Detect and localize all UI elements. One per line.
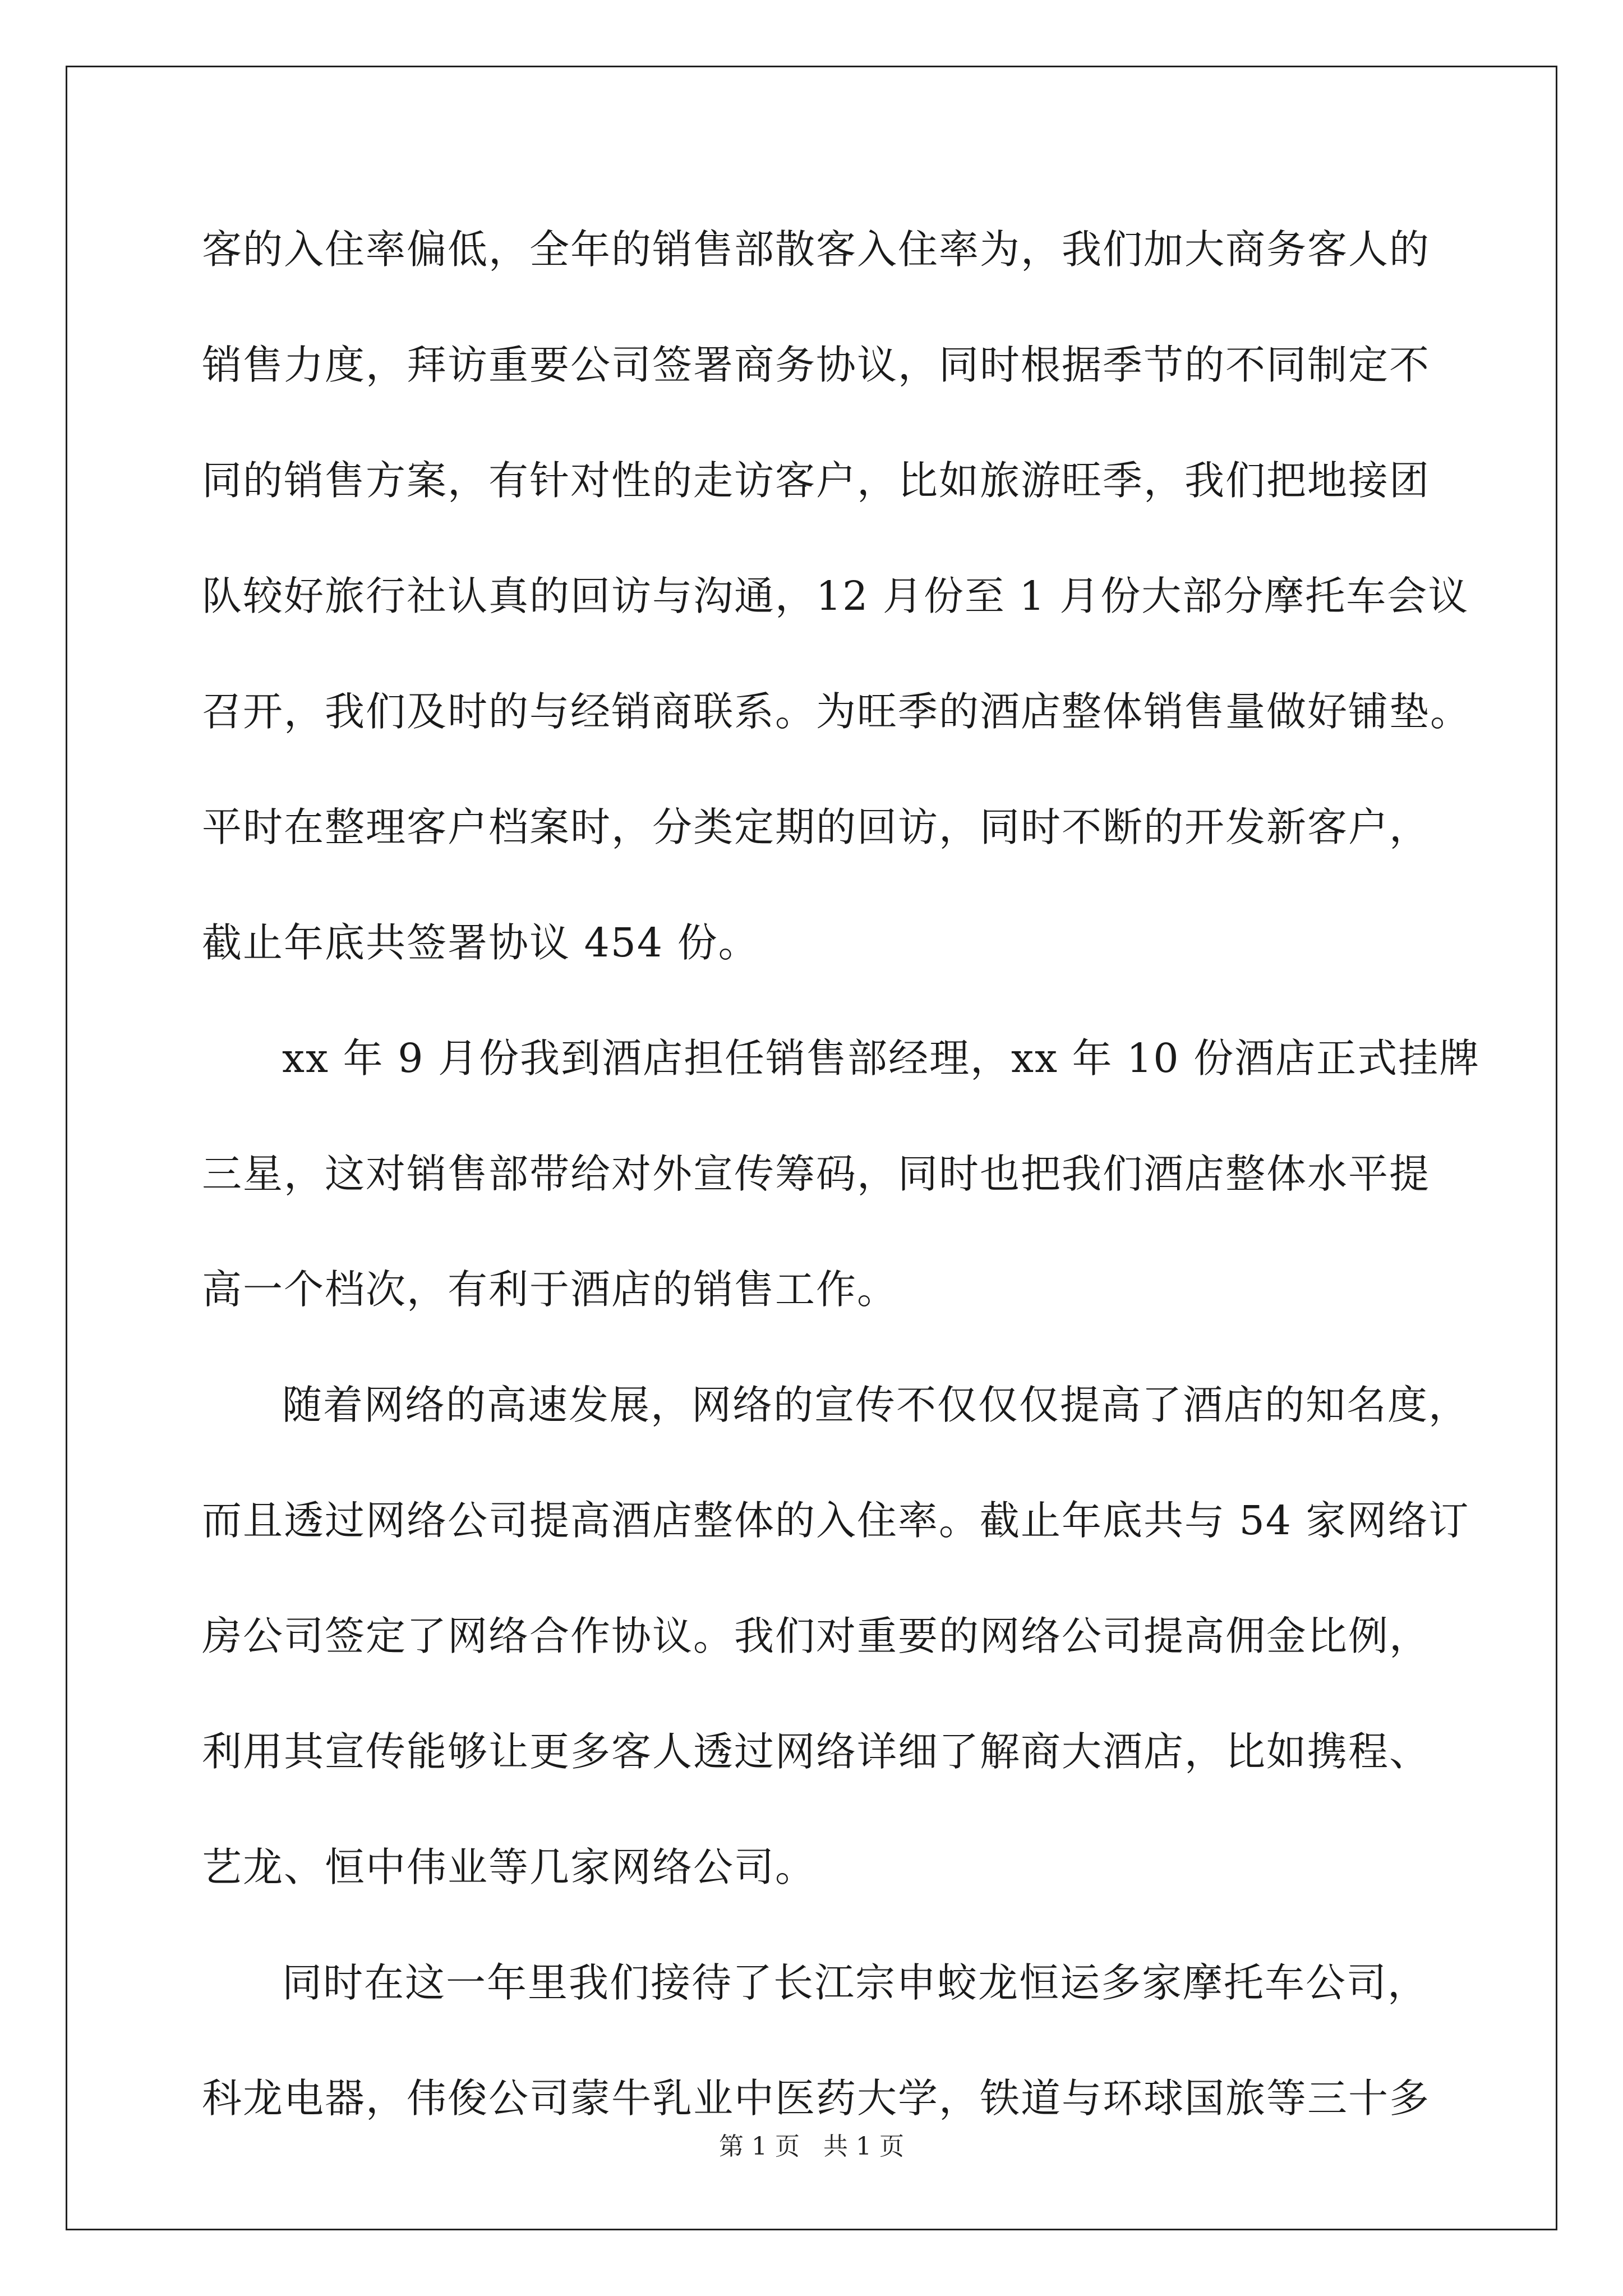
text-line-16: 同时在这一年里我们接待了长江宗申蛟龙恒运多家摩托车公司， [282, 1959, 1429, 2006]
text-line-10: 高一个档次，有利于酒店的销售工作。 [202, 1266, 898, 1313]
text-line-15: 艺龙、恒中伟业等几家网络公司。 [202, 1844, 817, 1890]
text-line-17: 科龙电器，伟俊公司蒙牛乳业中医药大学，铁道与环球国旅等三十多 [202, 2075, 1431, 2122]
text-line-3: 同的销售方案，有针对性的走访客户，比如旅游旺季，我们把地接团 [202, 457, 1431, 504]
text-line-14: 利用其宣传能够让更多客人透过网络详细了解商大酒店，比如携程、 [202, 1728, 1431, 1775]
text-line-11: 随着网络的高速发展，网络的宣传不仅仅仅提高了酒店的知名度， [282, 1382, 1470, 1428]
text-line-8: xx 年 9 月份我到酒店担任销售部经理，xx 年 10 份酒店正式挂牌 [282, 1035, 1481, 1082]
text-line-4: 队较好旅行社认真的回访与沟通，12 月份至 1 月份大部分摩托车会议 [202, 573, 1469, 619]
text-line-2: 销售力度，拜访重要公司签署商务协议，同时根据季节的不同制定不 [202, 342, 1431, 388]
text-line-13: 房公司签定了网络合作协议。我们对重要的网络公司提高佣金比例， [202, 1613, 1431, 1659]
text-line-12: 而且透过网络公司提高酒店整体的入住率。截止年底共与 54 家网络订 [202, 1497, 1470, 1544]
text-line-9: 三星，这对销售部带给对外宣传筹码，同时也把我们酒店整体水平提 [202, 1151, 1431, 1197]
text-line-7: 截止年底共签署协议 454 份。 [202, 919, 759, 966]
page-number-footer: 第 1 页 共 1 页 [719, 2132, 904, 2161]
document-body [202, 208, 1481, 2172]
text-line-5: 召开，我们及时的与经销商联系。为旺季的酒店整体销售量做好铺垫。 [202, 688, 1472, 735]
text-line-6: 平时在整理客户档案时，分类定期的回访，同时不断的开发新客户， [202, 804, 1431, 850]
text-line-1: 客的入住率偏低，全年的销售部散客入住率为，我们加大商务客人的 [202, 226, 1431, 273]
